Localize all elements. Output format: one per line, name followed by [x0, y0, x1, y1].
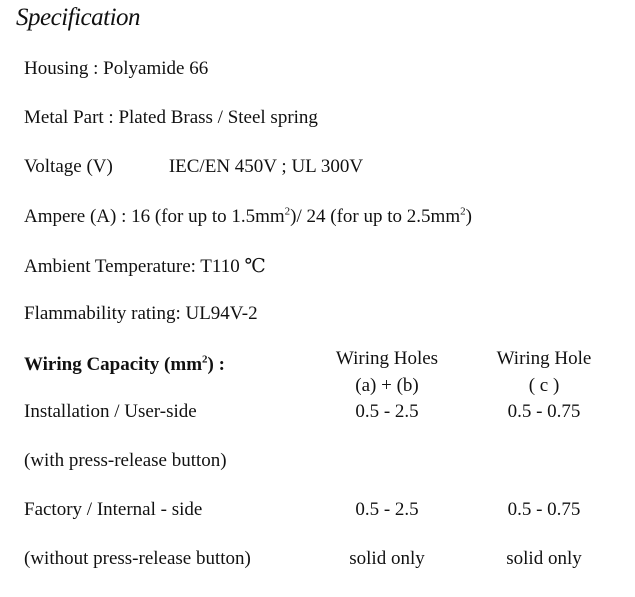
voltage-spec: [24, 156, 363, 178]
table-row-label: (with press-release button): [24, 450, 227, 471]
col-c-header-2: ( c ): [528, 375, 560, 396]
table-cell-c: 0.5 - 0.75: [507, 401, 581, 422]
wiring-label-text: Wiring Capacity (mm: [24, 354, 203, 375]
housing-spec: Housing : Polyamide 66: [24, 58, 209, 79]
ampere-sup-2: 2: [460, 205, 466, 218]
table-cell-a: solid only: [349, 548, 425, 569]
voltage-label: Voltage (V): [24, 156, 113, 177]
ampere-spec: [24, 206, 472, 228]
ampere-text-1: Ampere (A) : 16 (for up to 1.5mm: [24, 206, 285, 227]
table-row-label: Installation / User-side: [24, 401, 197, 422]
col-a-header-2: (a) + (b): [355, 375, 419, 396]
wiring-label-sup: 2: [202, 353, 208, 366]
table-cell-a: 0.5 - 2.5: [355, 499, 419, 520]
col-c-header-1: Wiring Hole: [496, 348, 592, 369]
ampere-text-3: ): [465, 206, 472, 227]
table-cell-c: 0.5 - 0.75: [507, 499, 581, 520]
flammability-spec: Flammability rating: UL94V-2: [24, 303, 258, 324]
table-cell-a: 0.5 - 2.5: [355, 401, 419, 422]
ampere-text-2: )/ 24 (for up to 2.5mm: [290, 206, 461, 227]
table-cell-c: solid only: [506, 548, 582, 569]
ambient-temperature-spec: Ambient Temperature: T110 ℃: [24, 256, 266, 277]
table-row-label: Factory / Internal - side: [24, 499, 203, 520]
table-row-label: (without press-release button): [24, 548, 251, 569]
col-a-header-1: Wiring Holes: [335, 348, 439, 369]
metal-part-spec: Metal Part : Plated Brass / Steel spring: [24, 107, 318, 128]
voltage-value: IEC/EN 450V ; UL 300V: [168, 156, 364, 177]
page-title: Specification: [16, 4, 141, 31]
wiring-capacity-label: [24, 354, 225, 376]
ampere-sup-1: 2: [284, 205, 291, 218]
wiring-label-suffix: ) :: [207, 354, 225, 375]
